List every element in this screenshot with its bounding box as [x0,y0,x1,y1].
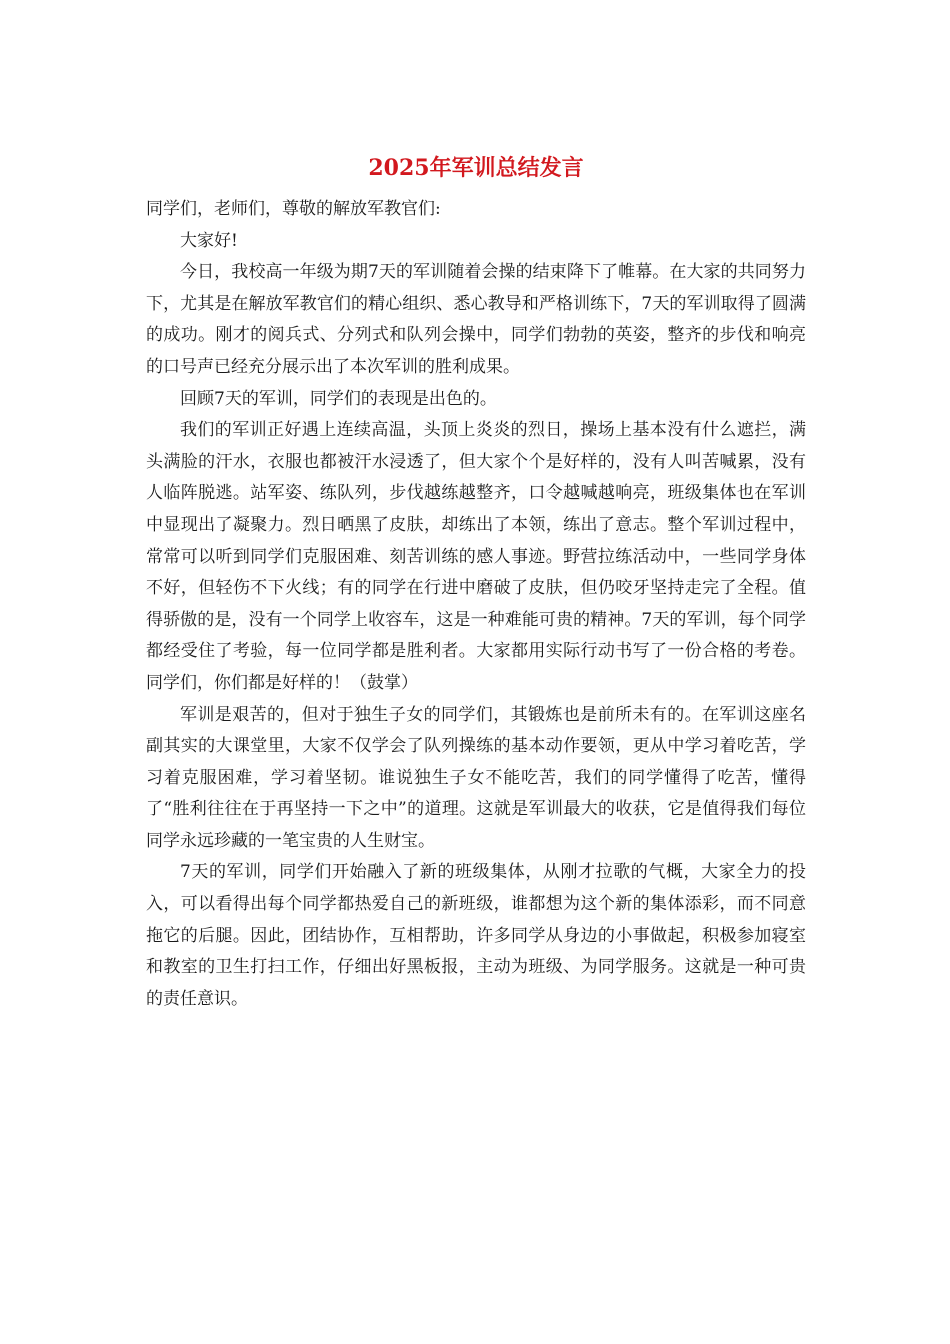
salutation: 同学们，老师们，尊敬的解放军教官们: [146,199,441,219]
paragraph-hardship: 我们的军训正好遇上连续高温，头顶上炎炎的烈日，操场上基本没有什么遮拦，满头满脸的汗水，衣服也都被汗水浸透了，但大家个个是好样的，没有人叫苦喊累，没有人临阵脱逃。站军姿、练队列，步伐越练越整齐，口令越喊越响亮，班级集体也在军训中显现出了凝聚力。烈日晒黑了皮肤，却练出了本领，练出了意志。整个军训过程中，常常可以听到同学们克服困难、刻苦训练的感人事迹。野营拉练活动中，一些同学身体不好，但轻伤不下火线；有的同学在行进中磨破了皮肤，但仍咬牙坚持走完了全程。值得骄傲的是，没有一个同学上收容车，这是一种难能可贵的精神。7天的军训，每个同学都经受住了考验，每一位同学都是胜利者。大家都用实际行动书写了一份合格的考卷。同学们，你们都是好样的！（鼓掌） [146,420,806,693]
paragraph-teamwork: 7天的军训，同学们开始融入了新的班级集体，从刚才拉歌的气概，大家全力的投入，可以看得出每个同学都热爱自己的新班级，谁都想为这个新的集体添彩，而不同意拖它的后腿。因此，团结协作，互相帮助，许多同学从身边的小事做起，积极参加寝室和教室的卫生打扫工作，仔细出好黑板报，主动为班级、为同学服务。这就是一种可贵的责任意识。 [146,862,806,1009]
paragraph-review: 回顾7天的军训，同学们的表现是出色的。 [180,388,497,409]
document-title: 2025年军训总结发言 [368,155,584,181]
document-body [146,148,806,1015]
paragraph-growth: 军训是艰苦的，但对于独生子女的同学们，其锻炼也是前所未有的。在军训这座名副其实的大课堂里，大家不仅学会了队列操练的基本动作要领，更从中学习着吃苦，学习着克服困难，学习着坚韧。谁说独生子女不能吃苦，我们的同学懂得了吃苦，懂得了“胜利往往在于再坚持一下之中”的道理。这就是军训最大的收获，它是值得我们每位同学永远珍藏的一笔宝贵的人生财宝。 [146,704,806,851]
paragraph-greeting: 大家好! [180,230,238,251]
paragraph-opening: 今日，我校高一年级为期7天的军训随着会操的结束降下了帷幕。在大家的共同努力下，尤其是在解放军教官们的精心组织、悉心教导和严格训练下，7天的军训取得了圆满的成功。刚才的阅兵式、分列式和队列会操中，同学们勃勃的英姿，整齐的步伐和响亮的口号声已经充分展示出了本次军训的胜利成果。 [146,262,806,377]
